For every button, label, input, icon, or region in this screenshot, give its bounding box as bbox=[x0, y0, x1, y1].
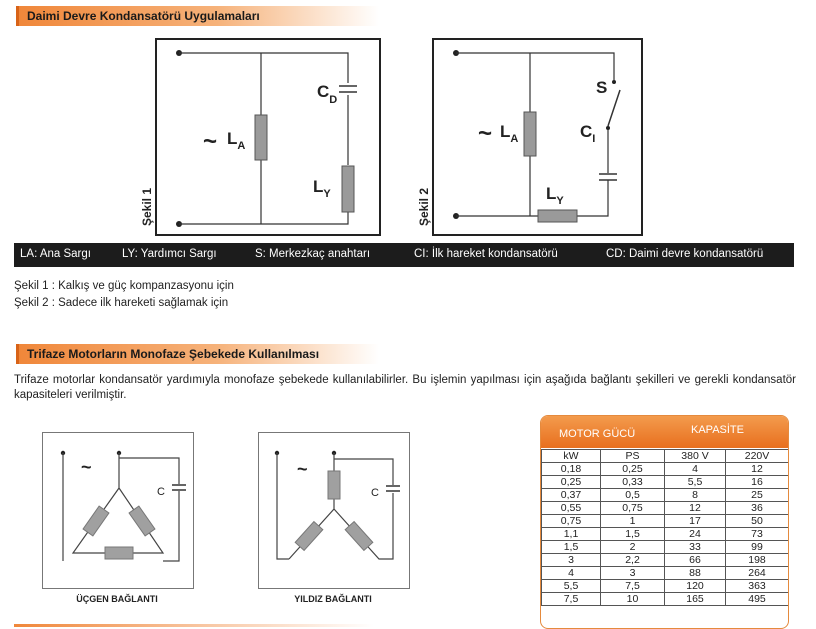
capacity-table-header bbox=[541, 416, 788, 448]
star-caption: YILDIZ BAĞLANTI bbox=[294, 594, 372, 604]
table-cell: 120 bbox=[665, 580, 726, 593]
table-row bbox=[542, 554, 789, 567]
legend-item: CD: Daimi devre kondansatörü bbox=[606, 248, 764, 260]
legend-item: LA: Ana Sargı bbox=[20, 248, 91, 260]
c-label: C bbox=[371, 487, 379, 499]
switch-contact bbox=[606, 126, 610, 130]
table-cell: 50 bbox=[726, 515, 789, 528]
table-cell: 1,1 bbox=[542, 528, 601, 541]
ly-label: $L_Y$ bbox=[313, 177, 331, 200]
table-row bbox=[542, 502, 789, 515]
capacity-table bbox=[540, 415, 789, 629]
table-cell: 5,5 bbox=[542, 580, 601, 593]
table-cell: 5,5 bbox=[665, 476, 726, 489]
capacity-rows bbox=[542, 463, 789, 606]
winding bbox=[129, 506, 155, 536]
legend-bar bbox=[14, 243, 794, 267]
intro-paragraph: Trifaze motorlar kondansatör yardımıyla monofaze şebekede kullanılabilirler. Bu işlemin yapılması için aşağıda bağlantı şekilleri ve gerekli kondansatör kapasiteleri verilmiştir. bbox=[14, 374, 796, 401]
figure-1-diagram bbox=[140, 38, 381, 236]
table-row bbox=[542, 489, 789, 502]
capacity-grid bbox=[541, 449, 789, 606]
aux-winding bbox=[342, 166, 354, 212]
table-cell: 0,5 bbox=[601, 489, 665, 502]
table-cell: 4 bbox=[665, 463, 726, 476]
table-cell: 2,2 bbox=[601, 554, 665, 567]
table-cell: 198 bbox=[726, 554, 789, 567]
table-cell: 165 bbox=[665, 593, 726, 606]
table-cell: 12 bbox=[726, 463, 789, 476]
table-cell: 12 bbox=[665, 502, 726, 515]
table-row bbox=[542, 476, 789, 489]
table-row bbox=[542, 567, 789, 580]
table-cell: 1,5 bbox=[542, 541, 601, 554]
winding bbox=[328, 471, 340, 499]
legend-item: S: Merkezkaç anahtarı bbox=[255, 248, 371, 260]
table-cell: 495 bbox=[726, 593, 789, 606]
table-cell: 7,5 bbox=[542, 593, 601, 606]
capacity-header: KAPASİTE bbox=[691, 424, 744, 436]
note-figure-2: Şekil 2 : Sadece ilk hareketi sağlamak için bbox=[14, 297, 229, 309]
table-cell: 8 bbox=[665, 489, 726, 502]
figure-1-circuit bbox=[140, 40, 379, 234]
table-cell: 36 bbox=[726, 502, 789, 515]
ci-label: $C_I$ bbox=[580, 122, 596, 145]
ac-symbol: ~ bbox=[478, 120, 493, 147]
aux-winding bbox=[538, 210, 577, 222]
figure-2-label: Şekil 2 bbox=[417, 187, 431, 226]
note-figure-1: Şekil 1 : Kalkış ve güç kompanzasyonu için bbox=[14, 280, 234, 292]
table-cell: 17 bbox=[665, 515, 726, 528]
table-cell: 0,75 bbox=[542, 515, 601, 528]
switch-contact bbox=[612, 80, 616, 84]
la-label: $L_A$ bbox=[500, 122, 519, 145]
ly-label: $L_Y$ bbox=[546, 184, 564, 207]
winding bbox=[83, 506, 109, 536]
motor-power-header: MOTOR GÜCÜ bbox=[559, 428, 636, 440]
section-heading-capacitor-apps bbox=[16, 6, 379, 26]
la-label: $L_A$ bbox=[227, 129, 246, 152]
column-header-row bbox=[542, 450, 789, 463]
table-cell: 363 bbox=[726, 580, 789, 593]
column-header: 380 V bbox=[665, 450, 726, 463]
section-title: Trifaze Motorların Monofaze Şebekede Kullanılması bbox=[27, 347, 320, 361]
table-cell: 25 bbox=[726, 489, 789, 502]
legend-item: CI: İlk hareket kondansatörü bbox=[414, 248, 558, 260]
main-winding bbox=[524, 112, 536, 156]
column-header: 220V bbox=[726, 450, 789, 463]
table-cell: 88 bbox=[665, 567, 726, 580]
winding bbox=[295, 522, 323, 551]
table-cell: 1 bbox=[601, 515, 665, 528]
table-cell: 0,25 bbox=[601, 463, 665, 476]
table-cell: 1,5 bbox=[601, 528, 665, 541]
delta-connection-diagram bbox=[42, 432, 194, 589]
ac-symbol: ~ bbox=[203, 128, 218, 155]
star-connection-diagram bbox=[258, 432, 410, 589]
table-row bbox=[542, 515, 789, 528]
table-cell: 2 bbox=[601, 541, 665, 554]
delta-caption: ÜÇGEN BAĞLANTI bbox=[76, 594, 158, 604]
winding bbox=[105, 547, 133, 559]
figure-2-circuit bbox=[417, 40, 641, 234]
table-row bbox=[542, 541, 789, 554]
table-cell: 24 bbox=[665, 528, 726, 541]
figure-1-label: Şekil 1 bbox=[140, 187, 154, 226]
s-label: S bbox=[596, 78, 608, 97]
section-title: Daimi Devre Kondansatörü Uygulamaları bbox=[27, 9, 260, 23]
figure-2-diagram bbox=[417, 38, 643, 236]
table-cell: 3 bbox=[601, 567, 665, 580]
star-wires bbox=[277, 453, 393, 559]
table-cell: 3 bbox=[542, 554, 601, 567]
ac-symbol: ~ bbox=[297, 459, 308, 479]
table-cell: 10 bbox=[601, 593, 665, 606]
table-cell: 0,37 bbox=[542, 489, 601, 502]
star-circuit bbox=[259, 433, 409, 588]
table-cell: 7,5 bbox=[601, 580, 665, 593]
table-cell: 0,18 bbox=[542, 463, 601, 476]
winding bbox=[345, 522, 373, 551]
ac-symbol: ~ bbox=[81, 457, 92, 477]
section-heading-three-phase bbox=[16, 344, 379, 364]
switch-blade bbox=[608, 90, 620, 126]
delta-circuit bbox=[43, 433, 193, 588]
table-cell: 264 bbox=[726, 567, 789, 580]
table-row bbox=[542, 580, 789, 593]
cd-label: $C_D$ bbox=[317, 82, 338, 106]
table-cell: 0,55 bbox=[542, 502, 601, 515]
table-cell: 66 bbox=[665, 554, 726, 567]
column-header: PS bbox=[601, 450, 665, 463]
table-row bbox=[542, 528, 789, 541]
main-winding bbox=[255, 115, 267, 160]
table-cell: 4 bbox=[542, 567, 601, 580]
table-cell: 0,75 bbox=[601, 502, 665, 515]
table-cell: 16 bbox=[726, 476, 789, 489]
bottom-divider bbox=[14, 624, 374, 627]
table-cell: 99 bbox=[726, 541, 789, 554]
table-cell: 0,33 bbox=[601, 476, 665, 489]
column-header: kW bbox=[542, 450, 601, 463]
table-row bbox=[542, 593, 789, 606]
legend-item: LY: Yardımcı Sargı bbox=[122, 248, 217, 260]
table-cell: 0,25 bbox=[542, 476, 601, 489]
c-label: C bbox=[157, 486, 165, 498]
table-cell: 73 bbox=[726, 528, 789, 541]
table-cell: 33 bbox=[665, 541, 726, 554]
table-row bbox=[542, 463, 789, 476]
